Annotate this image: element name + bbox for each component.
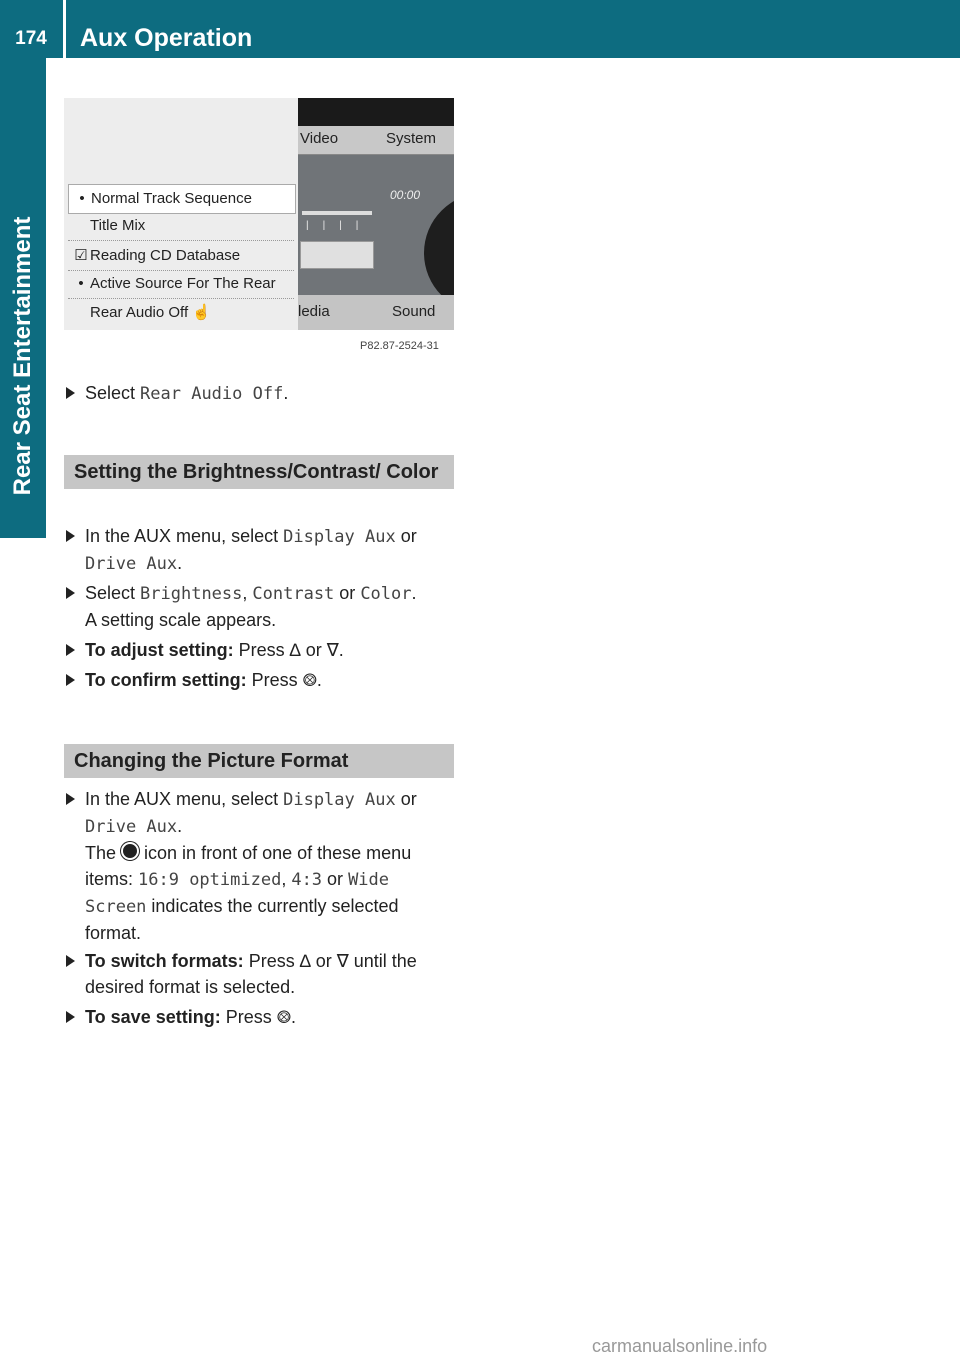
step-switch-formats: [66, 948, 458, 1000]
page-title: Aux Operation: [80, 24, 253, 52]
menu-item-label: Title Mix: [90, 217, 146, 234]
menu-item-active-source[interactable]: [68, 270, 294, 299]
step-save-setting: [66, 1004, 458, 1030]
step-text: or: [395, 526, 417, 546]
screen-info-box: [300, 241, 374, 269]
menu-code: Rear Audio Off: [140, 384, 284, 404]
step-text: or: [395, 789, 417, 809]
step-select-setting: [66, 580, 458, 633]
screen-tab-media[interactable]: ledia: [298, 303, 330, 320]
step-text: icon in front of one of these menu items:: [85, 843, 412, 889]
section-heading-brightness: Setting the Brightness/Contrast/ Color: [64, 455, 454, 489]
screen-menu: [64, 98, 298, 330]
progress-ticks: ||||: [306, 220, 373, 231]
step-text: or: [334, 583, 361, 603]
step-text: Press ∆ or ∇ until the desired format is selected.: [85, 951, 417, 997]
menu-item-label: Active Source For The Rear: [90, 275, 276, 292]
menu-item-marker: •: [78, 275, 84, 292]
watermark: carmanualsonline.info: [592, 1336, 768, 1356]
step-text: Select: [85, 383, 141, 403]
step-text: .: [411, 583, 417, 603]
side-tab: [0, 58, 46, 538]
step-text: or: [322, 869, 349, 889]
side-tab-label: Rear Seat Entertainment: [9, 216, 36, 496]
step-label: To switch formats:: [85, 951, 244, 971]
menu-item-marker: •: [79, 190, 85, 207]
menu-item-rear-audio-off[interactable]: [68, 299, 294, 327]
menu-code: Brightness: [140, 584, 243, 604]
header-divider: [63, 0, 66, 58]
step-select-rear-audio-off: [66, 380, 458, 407]
step-adjust-setting: [66, 637, 458, 663]
step-text: Select: [85, 583, 141, 603]
screen-tab-system[interactable]: System: [386, 130, 437, 147]
step-aux-menu: [66, 523, 458, 577]
step-label: To confirm setting:: [85, 670, 247, 690]
step-arrow-icon: [66, 1011, 75, 1023]
menu-code: Drive Aux: [85, 817, 178, 837]
step-arrow-icon: [66, 955, 75, 967]
figure-caption: P82.87-2524-31: [360, 340, 439, 352]
step-text: Press ⨷.: [220, 1007, 296, 1027]
step-arrow-icon: [66, 587, 75, 599]
step-label: To save setting:: [85, 1007, 221, 1027]
screen-top-bar: [298, 98, 454, 126]
checkbox-icon: ☑: [74, 247, 88, 264]
progress-bar: [302, 211, 372, 215]
step-arrow-icon: [66, 644, 75, 656]
menu-code: Display Aux: [283, 790, 396, 810]
step-text: The: [85, 843, 122, 863]
step-arrow-icon: [66, 530, 75, 542]
menu-item-label: Normal Track Sequence: [91, 190, 252, 207]
step-aux-menu-format: [66, 786, 458, 946]
menu-item-title-mix[interactable]: [68, 212, 294, 241]
playback-time: 00:00: [390, 188, 421, 202]
menu-item-label: Rear Audio Off ☝: [90, 304, 211, 321]
step-arrow-icon: [66, 674, 75, 686]
screen-tab-bar: [298, 126, 454, 155]
step-confirm-setting: [66, 667, 458, 693]
step-label: To adjust setting:: [85, 640, 234, 660]
step-text: ,: [242, 583, 253, 603]
step-arrow-icon: [66, 387, 75, 399]
step-text: Press ⨷.: [246, 670, 322, 690]
menu-code: Color: [360, 584, 412, 604]
step-text: .: [177, 816, 183, 836]
step-text: .: [283, 383, 289, 403]
step-text: In the AUX menu, select: [85, 789, 284, 809]
menu-item-reading-cd-database[interactable]: [68, 242, 294, 271]
radio-selected-icon: [121, 842, 139, 860]
step-text: ,: [281, 869, 292, 889]
screen-tab-video[interactable]: Video: [300, 130, 339, 147]
section-heading-picture-format: Changing the Picture Format: [64, 744, 454, 778]
step-text: indicates the currently selected format.: [85, 896, 399, 943]
step-arrow-icon: [66, 793, 75, 805]
page-number: 174: [15, 28, 47, 49]
screen-tab-sound[interactable]: Sound: [392, 303, 436, 320]
step-text: In the AUX menu, select: [85, 526, 284, 546]
step-text: A setting scale appears.: [85, 610, 277, 630]
menu-item-label: Reading CD Database: [90, 247, 241, 264]
menu-code: Drive Aux: [85, 554, 178, 574]
menu-code: Display Aux: [283, 527, 396, 547]
menu-code: Wide Screen: [85, 870, 390, 917]
menu-code: Contrast: [252, 584, 335, 604]
screenshot-figure: [64, 98, 454, 330]
menu-code: 16:9 optimized: [138, 870, 282, 890]
step-text: .: [177, 553, 183, 573]
menu-item-normal-track-sequence[interactable]: [68, 184, 296, 214]
menu-code: 4:3: [291, 870, 323, 890]
step-text: Press ∆ or ∇.: [233, 640, 344, 660]
